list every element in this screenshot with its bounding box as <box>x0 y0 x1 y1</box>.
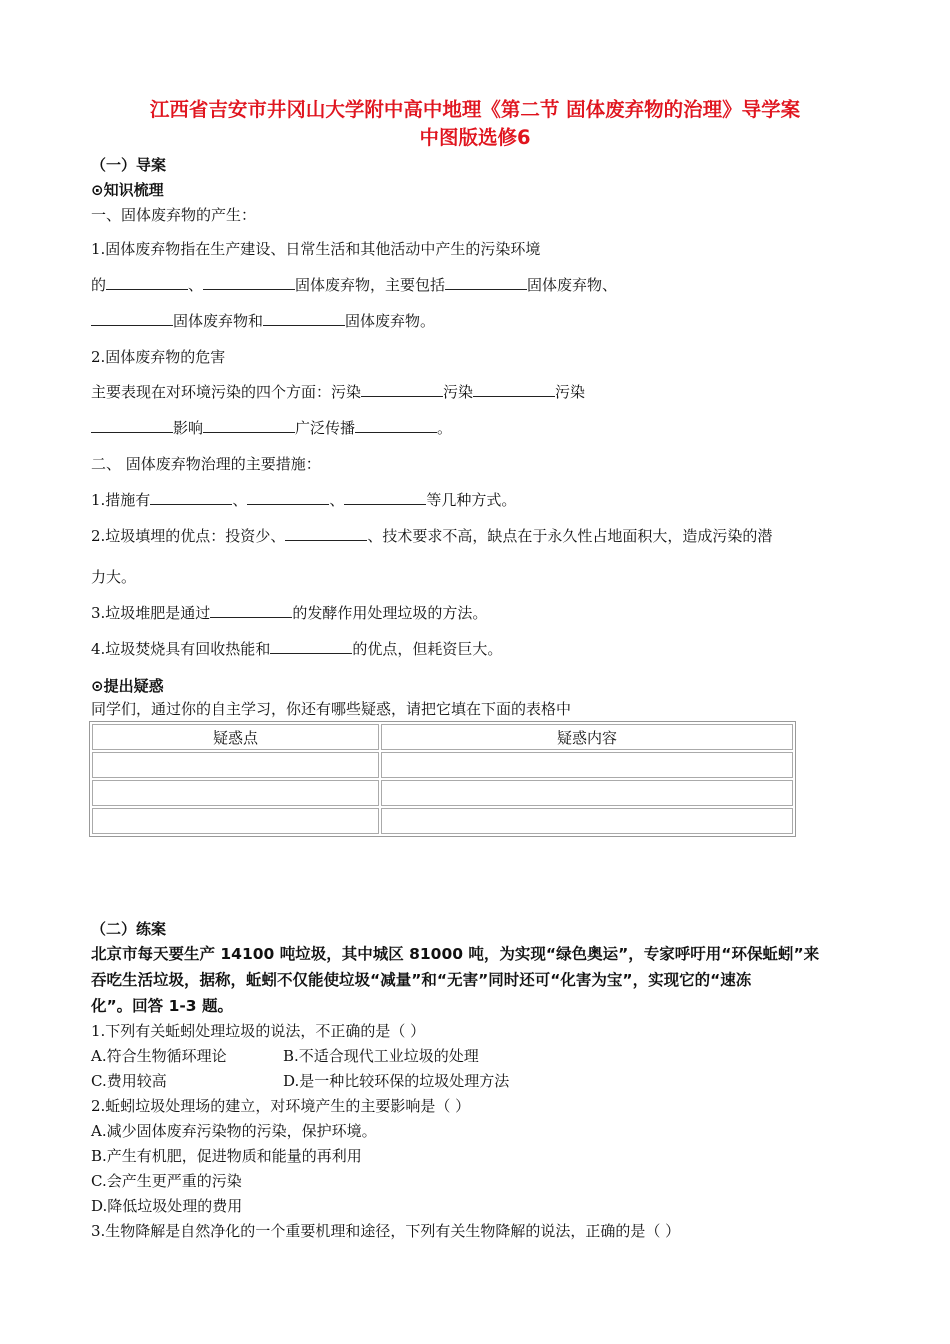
text-segment: 的发酵作用处理垃圾的方法。 <box>292 604 488 622</box>
text-segment: 、技术要求不高，缺点在于永久性占地面积大，造成污染的潜 <box>367 527 773 545</box>
q2-option-d[interactable]: D.降低垃圾处理的费用 <box>91 1197 243 1215</box>
fill-blank[interactable] <box>344 490 426 505</box>
passage-line1: 北京市每天要生产 14100 吨垃圾，其中城区 81000 吨，为实现“绿色奥运”，专家呼吁用“环保蚯蚓”来 <box>91 945 820 963</box>
item1-line1: 1.固体废弃物指在生产建设、日常生活和其他活动中产生的污染环境 <box>91 240 541 258</box>
table-header-row <box>92 724 793 750</box>
fill-blank[interactable] <box>150 490 232 505</box>
part1-title: 一、固体废弃物的产生： <box>91 206 257 224</box>
text-segment: 1.措施有 <box>91 491 151 509</box>
text-segment: 等几种方式。 <box>426 491 517 509</box>
fill-blank[interactable] <box>106 275 188 290</box>
text-segment: 主要表现在对环境污染的四个方面：污染 <box>91 383 362 401</box>
text-segment: 、 <box>232 491 248 509</box>
doubt-section-heading: ⊙提出疑惑 <box>91 677 164 695</box>
measure-2 <box>91 525 772 547</box>
fill-blank[interactable] <box>473 382 555 397</box>
document-title-line2: 中图版选修6 <box>419 126 531 149</box>
q2-option-a[interactable]: A.减少固体废弃污染物的污染，保护环境。 <box>91 1122 377 1140</box>
table-cell[interactable] <box>92 808 379 834</box>
text-segment: 、 <box>188 276 204 294</box>
question-3: 3.生物降解是自然净化的一个重要机理和途径，下列有关生物降解的说法，正确的是（ ） <box>91 1222 681 1240</box>
table-cell[interactable] <box>92 752 379 778</box>
fill-blank[interactable] <box>270 639 352 654</box>
table-row <box>92 808 793 834</box>
fill-blank[interactable] <box>285 526 367 541</box>
table-cell[interactable] <box>92 780 379 806</box>
text-segment: 固体废弃物、 <box>527 276 618 294</box>
fill-blank[interactable] <box>210 603 292 618</box>
q1-option-a[interactable]: A.符合生物循环理论 <box>91 1047 227 1065</box>
measure-2-cont: 力大。 <box>91 568 137 586</box>
passage-line2: 吞吃生活垃圾，据称，蚯蚓不仅能使垃圾“减量”和“无害”同时还可“化害为宝”，实现它的“速冻 <box>91 971 752 989</box>
doubt-table <box>89 721 796 837</box>
fill-blank[interactable] <box>445 275 527 290</box>
measure-3 <box>91 602 487 624</box>
text-segment: 的 <box>91 276 107 294</box>
item1-line3 <box>91 310 435 332</box>
item2-line2 <box>91 417 452 439</box>
passage-line3: 化”。回答 1-3 题。 <box>91 997 233 1015</box>
text-segment: 3.垃圾堆肥是通过 <box>91 604 211 622</box>
practice-heading: （二）练案 <box>91 920 167 938</box>
question-2: 2.蚯蚓垃圾处理场的建立，对环境产生的主要影响是（ ） <box>91 1097 471 1115</box>
item2-line1 <box>91 381 585 403</box>
text-segment: 固体废弃物和 <box>173 312 264 330</box>
text-segment: 4.垃圾焚烧具有回收热能和 <box>91 640 271 658</box>
q2-option-c[interactable]: C.会产生更严重的污染 <box>91 1172 242 1190</box>
doubt-intro: 同学们，通过你的自主学习，你还有哪些疑惑，请把它填在下面的表格中 <box>91 700 572 718</box>
table-cell[interactable] <box>381 752 793 778</box>
q2-option-b[interactable]: B.产生有机肥，促进物质和能量的再利用 <box>91 1147 362 1165</box>
text-segment: 污染 <box>443 383 474 401</box>
table-header-doubt-point: 疑惑点 <box>92 724 379 750</box>
fill-blank[interactable] <box>355 418 437 433</box>
fill-blank[interactable] <box>203 275 295 290</box>
text-segment: 固体废弃物。 <box>345 312 436 330</box>
text-segment: 影响 <box>173 419 204 437</box>
q1-option-c[interactable]: C.费用较高 <box>91 1072 167 1090</box>
fill-blank[interactable] <box>263 311 345 326</box>
text-segment: 广泛传播 <box>295 419 356 437</box>
table-cell[interactable] <box>381 780 793 806</box>
item2-title: 2.固体废弃物的危害 <box>91 348 226 366</box>
guide-heading: （一）导案 <box>91 156 167 174</box>
fill-blank[interactable] <box>247 490 329 505</box>
q1-option-b[interactable]: B.不适合现代工业垃圾的处理 <box>283 1047 479 1065</box>
item1-line2 <box>91 274 617 296</box>
knowledge-section-heading: ⊙知识梳理 <box>91 181 164 199</box>
measure-1 <box>91 489 516 511</box>
question-1: 1.下列有关蚯蚓处理垃圾的说法，不正确的是（ ） <box>91 1022 426 1040</box>
text-segment: 2.垃圾填埋的优点：投资少、 <box>91 527 286 545</box>
text-segment: 固体废弃物，主要包括 <box>295 276 446 294</box>
table-cell[interactable] <box>381 808 793 834</box>
q1-option-d[interactable]: D.是一种比较环保的垃圾处理方法 <box>283 1072 510 1090</box>
fill-blank[interactable] <box>91 311 173 326</box>
measure-4 <box>91 638 502 660</box>
fill-blank[interactable] <box>203 418 295 433</box>
text-segment: 。 <box>437 419 453 437</box>
part2-title: 二、 固体废弃物治理的主要措施： <box>91 455 321 473</box>
table-header-doubt-content: 疑惑内容 <box>381 724 793 750</box>
fill-blank[interactable] <box>91 418 173 433</box>
table-row <box>92 752 793 778</box>
text-segment: 污染 <box>555 383 586 401</box>
table-row <box>92 780 793 806</box>
text-segment: 的优点，但耗资巨大。 <box>352 640 503 658</box>
fill-blank[interactable] <box>361 382 443 397</box>
text-segment: 、 <box>329 491 345 509</box>
document-title-line1: 江西省吉安市井冈山大学附中高中地理《第二节 固体废弃物的治理》导学案 <box>149 98 801 121</box>
